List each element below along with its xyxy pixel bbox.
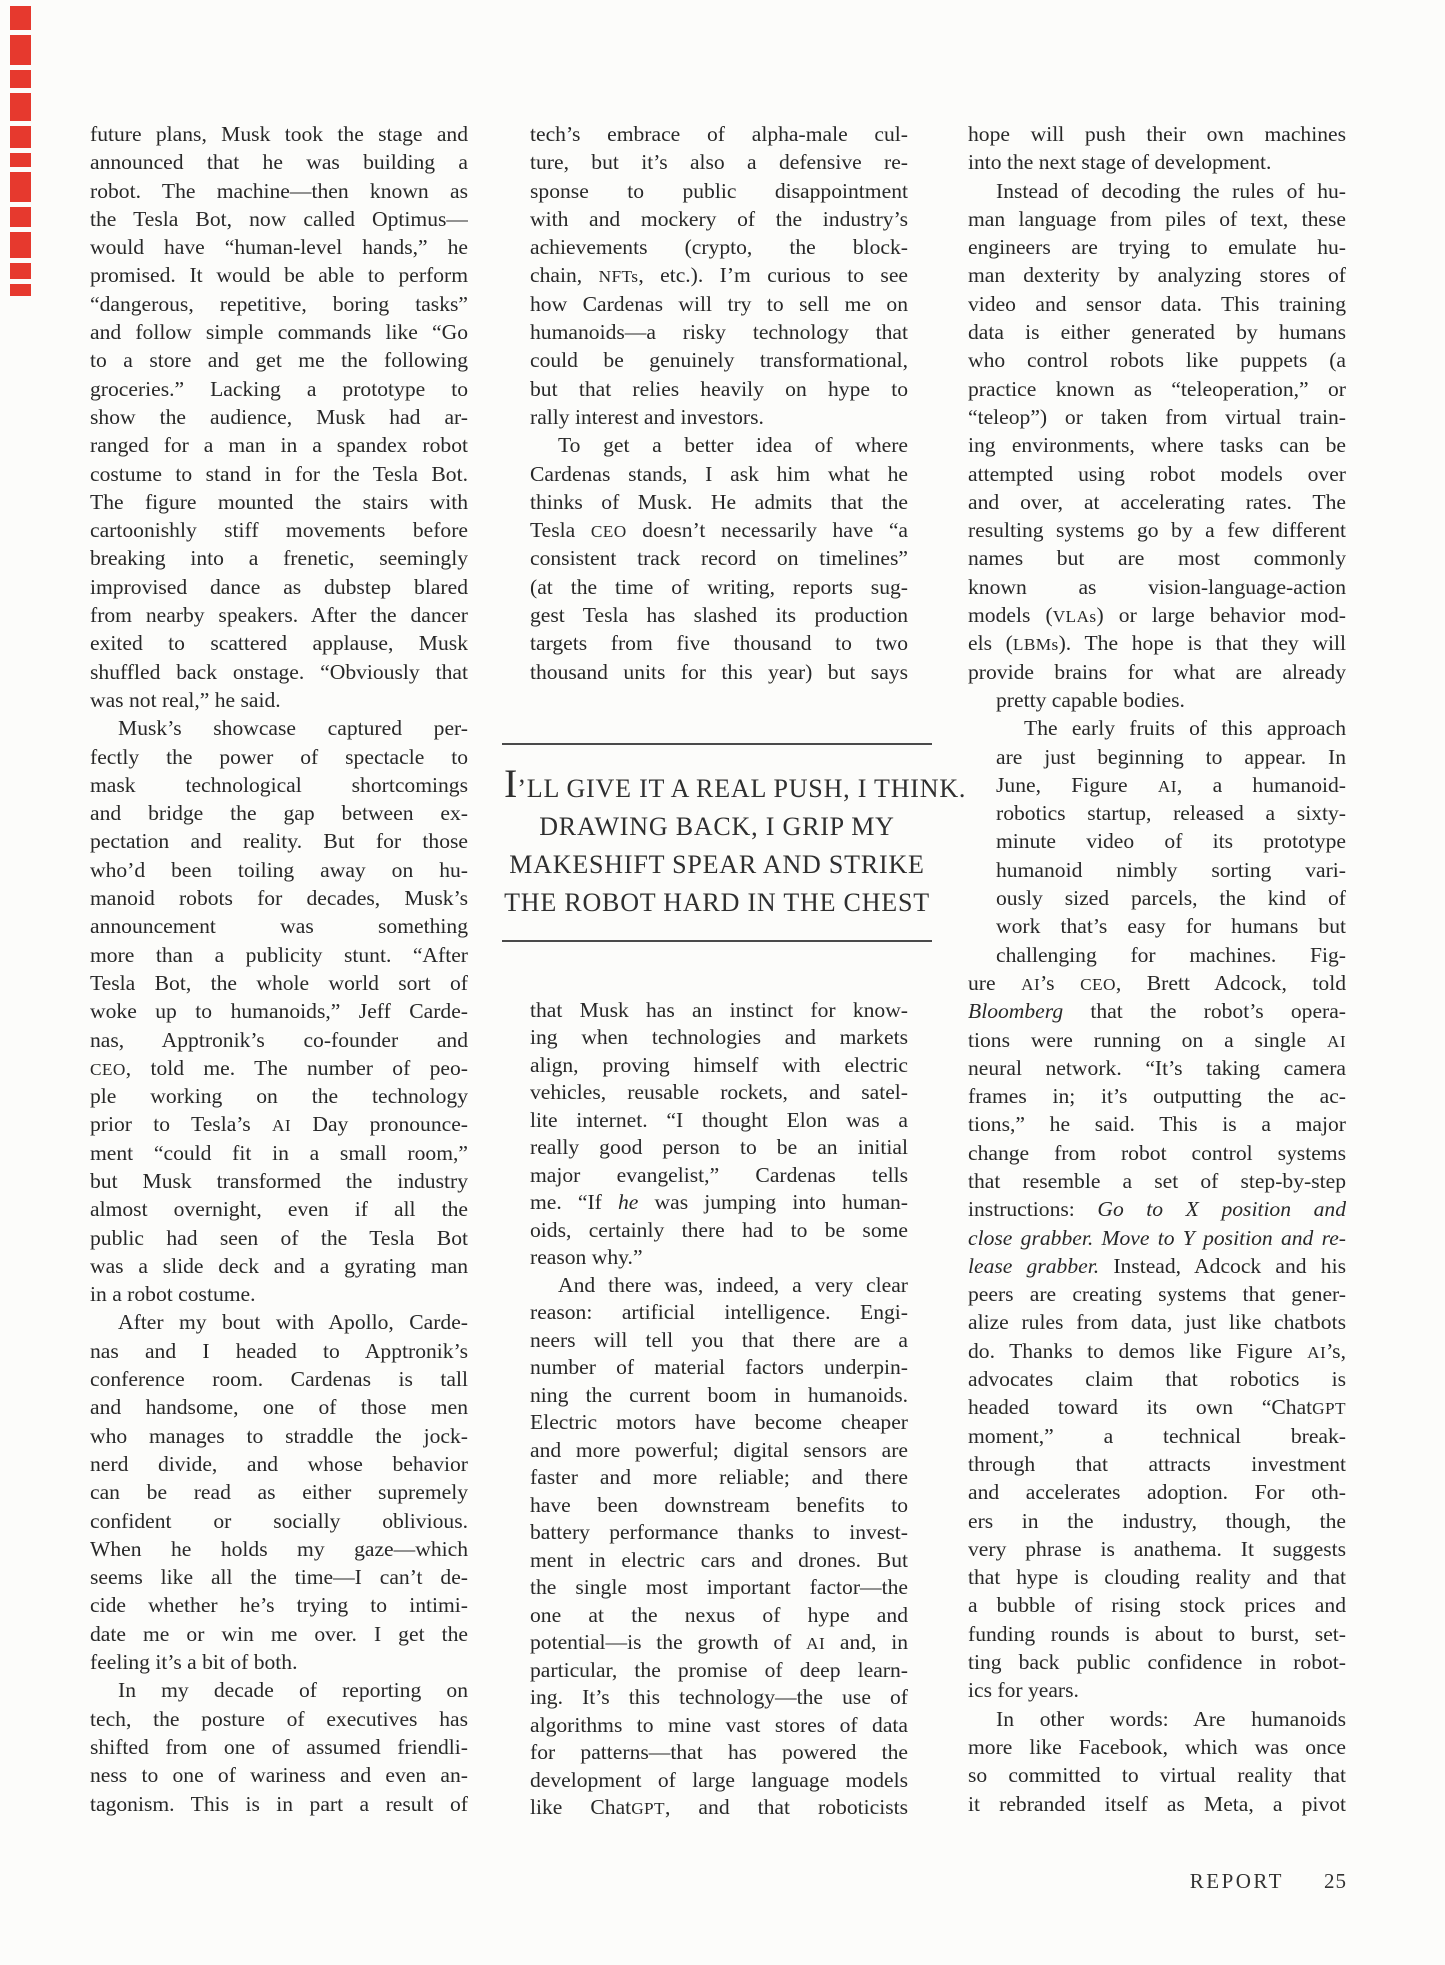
text-line: (at the time of writing, reports sug- (530, 574, 908, 599)
text-line: man dexterity by analyzing stores of (968, 263, 1346, 288)
text-line: Instead of decoding the rules of hu- (996, 178, 1346, 203)
text-line: challenging for machines. Fig- (996, 942, 1346, 967)
text-line: potential—is the growth of AI and, in (530, 1630, 908, 1655)
text-line: tech’s embrace of alpha-male cul- (530, 122, 908, 146)
text-column-1 (90, 120, 468, 1818)
text-line: vehicles, reusable rockets, and satel- (530, 1080, 908, 1105)
pull-quote-line: I’LL GIVE IT A REAL PUSH, I THINK. (504, 760, 967, 806)
text-line: almost overnight, even if all the (90, 1197, 468, 1222)
text-line: through that attracts investment (968, 1451, 1346, 1476)
text-line: advocates claim that robotics is (968, 1367, 1346, 1392)
text-line: cartoonishly stiff movements before (90, 518, 468, 543)
text-line: practice known as “teleoperation,” or (968, 376, 1346, 401)
pull-quote (502, 743, 967, 942)
text-line: prior to Tesla’s AI Day pronounce- (90, 1112, 468, 1137)
text-line: pretty capable bodies. (996, 687, 1185, 712)
text-line: ple working on the technology (90, 1084, 468, 1109)
text-line: who control robots like puppets (a (968, 348, 1346, 373)
text-line: resulting systems go by a few different (968, 518, 1346, 543)
text-line: promised. It would be able to perform (90, 263, 468, 288)
text-line: nerd divide, and whose behavior (90, 1451, 468, 1476)
text-line: exited to scattered applause, Musk (90, 631, 468, 656)
text-column-3 (968, 120, 1346, 1818)
column-2-text-upper (530, 120, 908, 686)
text-line: alize rules from data, just like chatbots (968, 1310, 1346, 1335)
text-line: ning the current boom in humanoids. (530, 1382, 908, 1407)
red-edge-mark (10, 172, 31, 202)
text-line: shifted from one of assumed friendli- (90, 1734, 468, 1759)
text-line: minute video of its prototype (996, 829, 1346, 854)
text-line: funding rounds is about to burst, set- (968, 1621, 1346, 1646)
text-line: into the next stage of development. (968, 150, 1272, 175)
text-line: woke up to humanoids,” Jeff Carde- (90, 999, 468, 1024)
text-line: confident or socially oblivious. (90, 1508, 468, 1533)
pull-quote-line: THE ROBOT HARD IN THE CHEST (504, 887, 930, 917)
text-line: and bridge the gap between ex- (90, 801, 468, 826)
text-line: could be genuinely transformational, (530, 348, 908, 373)
text-line: major evangelist,” Cardenas tells (530, 1162, 908, 1187)
red-edge-mark (10, 263, 31, 279)
text-line: are just beginning to appear. In (996, 744, 1346, 769)
text-line: ously sized parcels, the kind of (996, 886, 1346, 911)
text-line: and handsome, one of those men (90, 1395, 468, 1420)
text-line: lease grabber. Instead, Adcock and his (968, 1253, 1346, 1278)
text-line: battery performance thanks to invest- (530, 1520, 908, 1545)
text-line: more like Facebook, which was once (968, 1734, 1346, 1759)
text-line: headed toward its own “ChatGPT (968, 1395, 1346, 1420)
pull-quote-line: MAKESHIFT SPEAR AND STRIKE (509, 849, 925, 879)
text-line: costume to stand in for the Tesla Bot. (90, 461, 468, 486)
text-line: the single most important factor—the (530, 1575, 908, 1600)
text-line: change from robot control systems (968, 1140, 1346, 1165)
text-line: lite internet. “I thought Elon was a (530, 1107, 908, 1132)
text-line: Electric motors have become cheaper (530, 1410, 908, 1435)
text-line: ing. It’s this technology—the use of (530, 1685, 908, 1710)
red-edge-mark (10, 70, 31, 88)
text-line: Tesla Bot, the whole world sort of (90, 970, 468, 995)
red-edge-mark (10, 35, 31, 65)
text-line: future plans, Musk took the stage and (90, 122, 468, 146)
footer-section-label: REPORT (1189, 1869, 1284, 1893)
text-line: In other words: Are humanoids (996, 1706, 1346, 1731)
text-line: frames in; it’s outputting the ac- (968, 1084, 1346, 1109)
footer-page-number: 25 (1324, 1869, 1347, 1893)
text-line: tech, the posture of executives has (90, 1706, 468, 1731)
text-line: “dangerous, repetitive, boring tasks” (90, 291, 468, 316)
text-line: Musk’s showcase captured per- (118, 716, 468, 741)
text-line: manoid robots for decades, Musk’s (90, 886, 468, 911)
text-line: ment in electric cars and drones. But (530, 1547, 908, 1572)
text-line: gest Tesla has slashed its production (530, 603, 908, 628)
text-line: and more powerful; digital sensors are (530, 1437, 908, 1462)
text-line: date me or win me over. I get the (90, 1621, 468, 1646)
text-line: attempted using robot models over (968, 461, 1346, 486)
red-edge-mark (10, 126, 31, 148)
column-1-text (90, 120, 468, 1818)
text-line: els (LBMs). The hope is that they will (968, 631, 1346, 656)
text-line: announced that he was building a (90, 150, 468, 175)
text-line: robotics startup, released a sixty- (996, 801, 1346, 826)
text-line: number of material factors underpin- (530, 1355, 908, 1380)
text-line: man language from piles of text, these (968, 206, 1346, 231)
text-line: particular, the promise of deep learn- (530, 1657, 908, 1682)
text-line: me. “If he was jumping into human- (530, 1190, 908, 1215)
text-line: sponse to public disappointment (530, 178, 908, 203)
text-line: to a store and get me the following (90, 348, 468, 373)
text-line: algorithms to mine vast stores of data (530, 1712, 908, 1737)
text-line: and over, at accelerating rates. The (968, 489, 1346, 514)
text-line: that hype is clouding reality and that (968, 1565, 1346, 1590)
text-line: nas and I headed to Apptronik’s (90, 1338, 468, 1363)
text-line: rally interest and investors. (530, 404, 764, 429)
text-line: instructions: Go to X position and (968, 1197, 1346, 1222)
text-line: breaking into a frenetic, seemingly (90, 546, 468, 571)
column-2-text-lower (530, 997, 908, 1822)
text-line: it rebranded itself as Meta, a pivot (968, 1791, 1346, 1816)
text-line: in a robot costume. (90, 1282, 256, 1307)
text-line: humanoids—a risky technology that (530, 320, 908, 345)
text-line: conference room. Cardenas is tall (90, 1367, 468, 1392)
text-line: When he holds my gaze—which (90, 1536, 468, 1561)
text-line: names but are most commonly (968, 546, 1346, 571)
text-line: tions,” he said. This is a major (968, 1112, 1346, 1137)
text-line: thousand units for this year) but says (530, 659, 908, 684)
red-edge-mark (10, 93, 31, 121)
text-line: ting back public confidence in robot- (968, 1650, 1346, 1675)
text-line: robot. The machine—then known as (90, 178, 468, 203)
red-edge-marks (10, 6, 31, 296)
text-line: humanoid nimbly sorting vari- (996, 857, 1346, 882)
text-line: can be read as either supremely (90, 1480, 468, 1505)
text-line: “teleop”) or taken from virtual train- (968, 404, 1346, 429)
text-line: ers in the industry, though, the (968, 1508, 1346, 1533)
text-line: like ChatGPT, and that roboticists (530, 1795, 908, 1820)
text-line: would have “human-level hands,” he (90, 235, 468, 260)
text-line: reason: artificial intelligence. Engi- (530, 1300, 908, 1325)
text-line: public had seen of the Tesla Bot (90, 1225, 468, 1250)
text-line: that resemble a set of step-by-step (968, 1168, 1346, 1193)
text-line: cide whether he’s trying to intimi- (90, 1593, 468, 1618)
text-line: Tesla CEO doesn’t necessarily have “a (530, 518, 908, 543)
text-line: ics for years. (968, 1678, 1079, 1703)
text-line: Bloomberg that the robot’s opera- (968, 999, 1346, 1024)
text-line: for patterns—that has powered the (530, 1740, 908, 1765)
text-line: very phrase is anathema. It suggests (968, 1536, 1346, 1561)
text-line: fectly the power of spectacle to (90, 744, 468, 769)
pull-quote-initial-cap: I (504, 760, 518, 806)
text-line: ranged for a man in a spandex robot (90, 433, 468, 458)
red-edge-mark (10, 284, 31, 296)
text-line: thinks of Musk. He admits that the (530, 489, 908, 514)
text-line: nas, Apptronik’s co-founder and (90, 1027, 468, 1052)
text-line: seems like all the time—I can’t de- (90, 1565, 468, 1590)
text-line: In my decade of reporting on (118, 1678, 468, 1703)
text-line: known as vision-language-action (968, 574, 1346, 599)
text-line: moment,” a technical break- (968, 1423, 1346, 1448)
column-3-text (968, 120, 1346, 1818)
text-line: ing when technologies and markets (530, 1025, 908, 1050)
text-line: neural network. “It’s taking camera (968, 1055, 1346, 1080)
text-line: oids, certainly there had to be some (530, 1217, 908, 1242)
text-line: chain, NFTs, etc.). I’m curious to see (530, 263, 908, 288)
text-line: ment “could fit in a small room,” (90, 1140, 468, 1165)
text-line: consistent track record on timelines” (530, 546, 908, 571)
red-edge-mark (10, 232, 31, 258)
text-line: CEO, told me. The number of peo- (90, 1055, 468, 1080)
text-line: one at the nexus of hype and (530, 1602, 908, 1627)
text-column-2 (504, 120, 967, 1822)
text-line: a bubble of rising stock prices and (968, 1593, 1346, 1618)
page-footer (1190, 1869, 1347, 1894)
text-line: align, proving himself with electric (530, 1052, 908, 1077)
text-line: engineers are trying to emulate hu- (968, 235, 1346, 260)
text-line: achievements (crypto, the block- (530, 235, 908, 260)
text-line: and accelerates adoption. For oth- (968, 1480, 1346, 1505)
text-line: who’d been toiling away on hu- (90, 857, 468, 882)
text-line: the Tesla Bot, now called Optimus— (90, 206, 468, 231)
text-line: peers are creating systems that gener- (968, 1282, 1346, 1307)
text-line: tions were running on a single AI (968, 1027, 1346, 1052)
text-line: really good person to be an initial (530, 1135, 908, 1160)
text-line: video and sensor data. This training (968, 291, 1346, 316)
text-line: reason why.” (530, 1245, 643, 1270)
text-line: And there was, indeed, a very clear (558, 1272, 908, 1297)
text-line: so committed to virtual reality that (968, 1763, 1346, 1788)
text-line: ture, but it’s also a defensive re- (530, 150, 908, 175)
text-line: more than a publicity stunt. “After (90, 942, 468, 967)
pull-quote-line: DRAWING BACK, I GRIP MY (539, 811, 895, 841)
text-line: shuffled back onstage. “Obviously that (90, 659, 468, 684)
text-line: ness to one of wariness and even an- (90, 1763, 468, 1788)
text-line: with and mockery of the industry’s (530, 206, 908, 231)
text-line: hope will push their own machines (968, 122, 1346, 146)
red-edge-mark (10, 6, 31, 30)
text-line: but that relies heavily on hype to (530, 376, 908, 401)
text-line: Cardenas stands, I ask him what he (530, 461, 908, 486)
text-line: was not real,” he said. (90, 687, 281, 712)
text-line: mask technological shortcomings (90, 772, 468, 797)
text-line: was a slide deck and a gyrating man (90, 1253, 468, 1278)
text-line: from nearby speakers. After the dancer (90, 603, 468, 628)
red-edge-mark (10, 207, 31, 227)
text-line: work that’s easy for humans but (996, 914, 1346, 939)
text-line: After my bout with Apollo, Carde- (118, 1310, 468, 1335)
text-line: ure AI’s CEO, Brett Adcock, told (968, 970, 1346, 995)
text-line: neers will tell you that there are a (530, 1327, 908, 1352)
text-line: June, Figure AI, a humanoid- (996, 772, 1346, 797)
text-line: faster and more reliable; and there (530, 1465, 908, 1490)
text-line: groceries.” Lacking a prototype to (90, 376, 468, 401)
text-line: The figure mounted the stairs with (90, 489, 468, 514)
text-line: and follow simple commands like “Go (90, 320, 468, 345)
text-line: who manages to straddle the jock- (90, 1423, 468, 1448)
text-line: that Musk has an instinct for know- (530, 997, 908, 1022)
text-line: pectation and reality. But for those (90, 829, 468, 854)
text-line: improvised dance as dubstep blared (90, 574, 468, 599)
red-edge-mark (10, 153, 31, 167)
text-line: tagonism. This is in part a result of (90, 1791, 468, 1816)
text-line: targets from five thousand to two (530, 631, 908, 656)
text-line: announcement was something (90, 914, 468, 939)
text-line: how Cardenas will try to sell me on (530, 291, 908, 316)
text-line: The early fruits of this approach (1024, 716, 1346, 741)
text-line: do. Thanks to demos like Figure AI’s, (968, 1338, 1346, 1363)
text-line: close grabber. Move to Y position and re- (968, 1225, 1346, 1250)
text-line: models (VLAs) or large behavior mod- (968, 603, 1346, 628)
text-line: but Musk transformed the industry (90, 1168, 468, 1193)
text-line: ing environments, where tasks can be (968, 433, 1346, 458)
text-line: provide brains for what are already (968, 659, 1346, 684)
text-line: show the audience, Musk had ar- (90, 404, 468, 429)
text-line: data is either generated by humans (968, 320, 1346, 345)
text-line: To get a better idea of where (558, 433, 908, 458)
text-line: feeling it’s a bit of both. (90, 1650, 298, 1675)
text-line: have been downstream benefits to (530, 1492, 908, 1517)
text-line: development of large language models (530, 1767, 908, 1792)
